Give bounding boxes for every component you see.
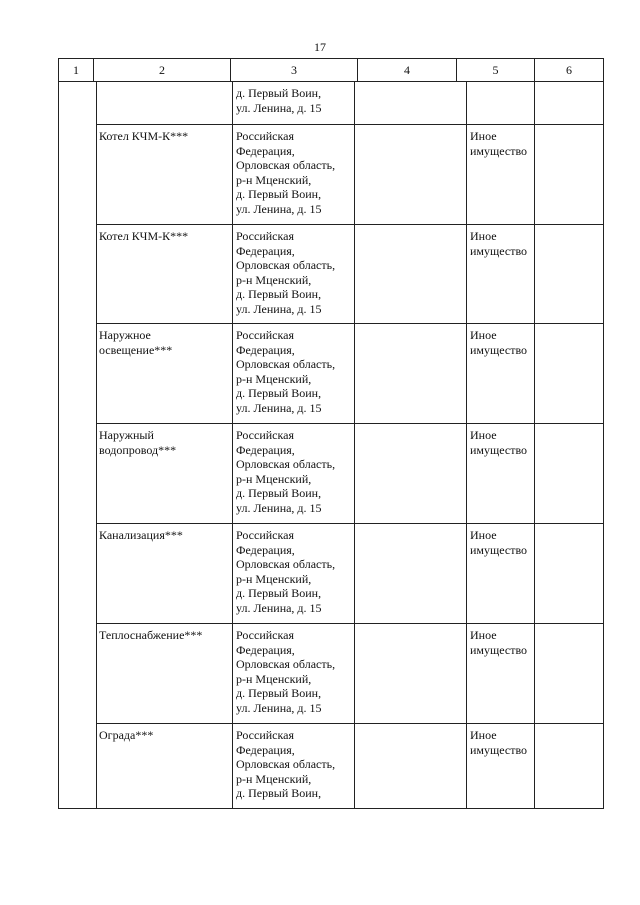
table-row bbox=[97, 124, 604, 225]
item-address: Российская Федерация, Орловская область, р-н Мценский, д. Первый Воин, bbox=[236, 728, 336, 801]
item-name: Теплоснабжение*** bbox=[99, 628, 203, 642]
header-col-3: 3 bbox=[231, 59, 358, 81]
table-row bbox=[97, 423, 604, 524]
item-kind: Иное имущество bbox=[470, 428, 528, 457]
table-row bbox=[97, 224, 604, 324]
table-body bbox=[58, 82, 604, 809]
item-name: Наружное освещение*** bbox=[99, 328, 173, 357]
item-kind: Иное имущество bbox=[470, 528, 528, 557]
item-address: д. Первый Воин, ул. Ленина, д. 15 bbox=[236, 86, 322, 115]
item-kind: Иное имущество bbox=[470, 328, 528, 357]
header-col-2: 2 bbox=[94, 59, 231, 81]
table-row bbox=[97, 523, 604, 624]
table-row bbox=[97, 623, 604, 724]
item-kind: Иное имущество bbox=[470, 728, 528, 757]
item-name: Канализация*** bbox=[99, 528, 183, 542]
item-address: Российская Федерация, Орловская область, р-н Мценский, д. Первый Воин, ул. Ленина, д. 15 bbox=[236, 628, 336, 715]
item-kind: Иное имущество bbox=[470, 229, 528, 258]
item-name: Котел КЧМ-К*** bbox=[99, 129, 189, 143]
header-col-1: 1 bbox=[59, 59, 94, 81]
header-col-6: 6 bbox=[566, 63, 572, 77]
item-address: Российская Федерация, Орловская область, р-н Мценский, д. Первый Воин, ул. Ленина, д. 15 bbox=[236, 328, 336, 415]
page-number: 17 bbox=[314, 40, 326, 54]
item-name: Наружный водопровод*** bbox=[99, 428, 177, 457]
item-kind: Иное имущество bbox=[470, 129, 528, 158]
table-header bbox=[58, 58, 604, 82]
item-kind: Иное имущество bbox=[470, 628, 528, 657]
item-name: Котел КЧМ-К*** bbox=[99, 229, 189, 243]
item-name: Ограда*** bbox=[99, 728, 154, 742]
header-col-4: 4 bbox=[358, 59, 457, 81]
table-row bbox=[97, 323, 604, 424]
item-address: Российская Федерация, Орловская область, р-н Мценский, д. Первый Воин, ул. Ленина, д. 15 bbox=[236, 528, 336, 615]
header-col-5: 5 bbox=[457, 59, 535, 81]
item-address: Российская Федерация, Орловская область, р-н Мценский, д. Первый Воин, ул. Ленина, д. 15 bbox=[236, 229, 336, 316]
item-address: Российская Федерация, Орловская область, р-н Мценский, д. Первый Воин, ул. Ленина, д. 15 bbox=[236, 129, 336, 216]
table-row bbox=[97, 82, 604, 124]
item-address: Российская Федерация, Орловская область, р-н Мценский, д. Первый Воин, ул. Ленина, д. 15 bbox=[236, 428, 336, 515]
table-row bbox=[97, 723, 604, 809]
